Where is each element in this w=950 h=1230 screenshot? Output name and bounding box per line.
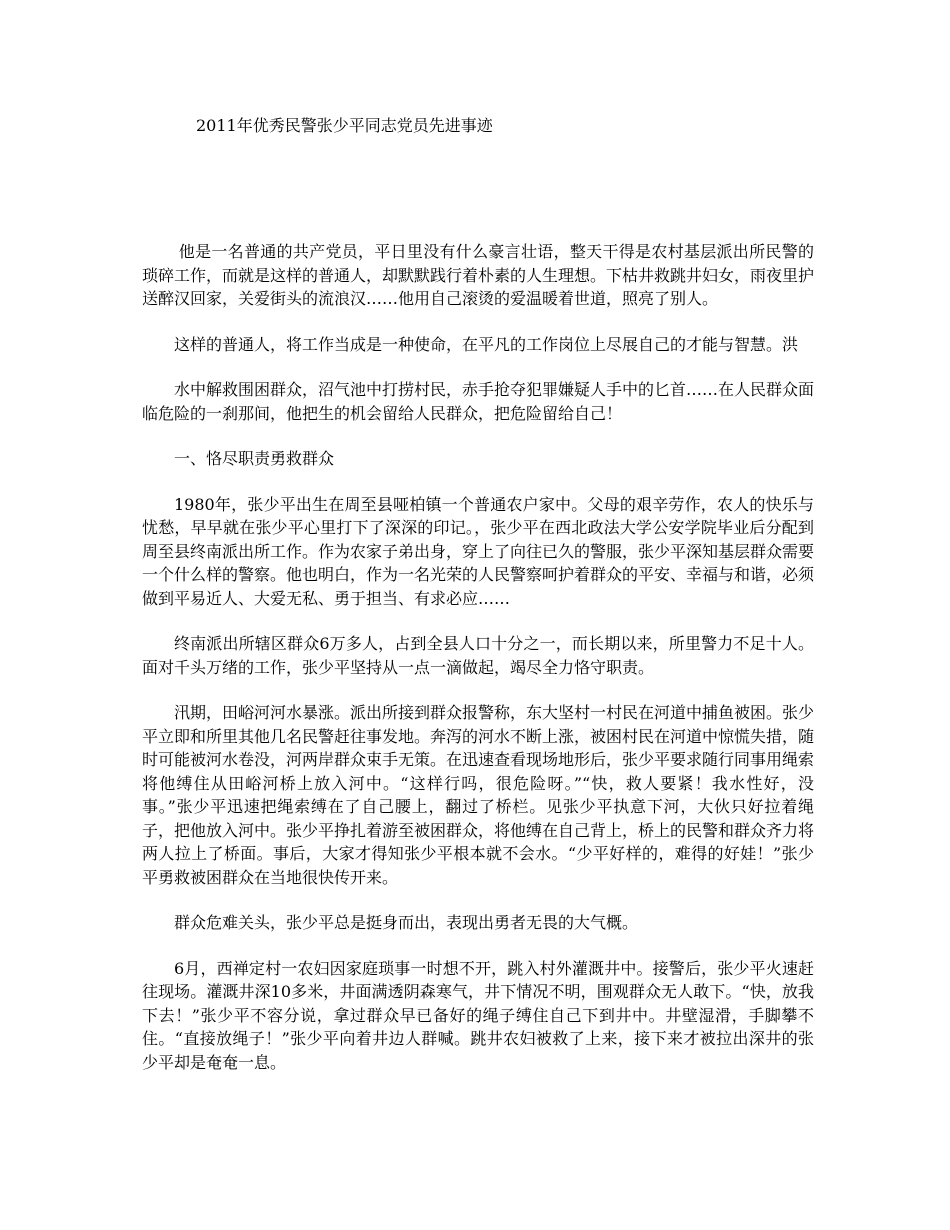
paragraph-zhongnan-station: 终南派出所辖区群众6万多人，占到全县人口十分之一，而长期以来，所里警力不足十人。面对千头万绪的工作，张少平坚持从一点一滴做起，竭尽全力恪守职责。 — [142, 634, 814, 677]
paragraph-mission: 这样的普通人，将工作当成是一种使命，在平凡的工作岗位上尽展自己的才能与智慧。洪 — [174, 334, 799, 354]
paragraph-background: 1980年，张少平出生在周至县哑柏镇一个普通农户家中。父母的艰辛劳作，农人的快乐与忧愁，早早就在张少平心里打下了深深的印记。，张少平在西北政法大学公安学院毕业后分配到周至县终南派出所工作。作为农家子弟出身，穿上了向往已久的警服，张少平深知基层群众需要一个什么样的警察。他也明白，作为一名光荣的人民警察呵护着群众的平安、幸福与和谐，必须做到平易近人、大爱无私、勇于担当、有求必应…… — [142, 494, 815, 608]
section-heading-1: 一、恪尽职责勇救群众 — [174, 449, 335, 468]
paragraph-flood-rescue: 汛期，田峪河河水暴涨。派出所接到群众报警称，东大坚村一村民在河道中捕鱼被困。张少平立即和所里其他几名民警赶往事发地。奔泻的河水不断上涨，被困村民在河道中惊慌失措，随时可能被河水卷没，河两岸群众束手无策。在迅速查看现场地形后，张少平要求随行同事用绳索将他缚住从田峪河桥上放入河中。“这样行吗，很危险呀。”“快，救人要紧！我水性好，没事。”张少平迅速把绳索缚在了自己腰上，翻过了桥栏。见张少平执意下河，大伙只好拉着绳子，把他放入河中。张少平挣扎着游至被困群众，将他缚在自己背上，桥上的民警和群众齐力将两人拉上了桥面。事后，大家才得知张少平根本就不会水。“少平好样的，难得的好娃！”张少平勇救被困群众在当地很快传开来。 — [142, 703, 815, 887]
paragraph-rescues: 水中解救围困群众，沼气池中打捞村民，赤手抢夺犯罪嫌疑人手中的匕首……在人民群众面临危险的一刹那间，他把生的机会留给人民群众，把危险留给自己！ — [142, 380, 815, 423]
paragraph-well-rescue: 6月，西禅定村一农妇因家庭琐事一时想不开，跳入村外灌溉井中。接警后，张少平火速赶往现场。灌溉井深10多米，井面满透阴森寒气，井下情况不明，围观群众无人敢下。“快，放我下去！”张少平不容分说，拿过群众早已备好的绳子缚住自己下到井中。井壁湿滑，手脚攀不住。“直接放绳子！”张少平向着井边人群喊。跳井农妇被救了上来，接下来才被拉出深井的张少平却是奄奄一息。 — [142, 958, 814, 1072]
document-body — [142, 240, 814, 1096]
document-title: 2011年优秀民警张少平同志党员先进事迹 — [196, 116, 493, 135]
paragraph-intro: 他是一名普通的共产党员，平日里没有什么豪言壮语，整天干得是农村基层派出所民警的琐碎工作，而就是这样的普通人，却默默践行着朴素的人生理想。下枯井救跳井妇女，雨夜里护送醉汉回家，关爱街头的流浪汉……他用自己滚烫的爱温暖着世道，照亮了别人。 — [142, 242, 815, 308]
paragraph-courage: 群众危难关头，张少平总是挺身而出，表现出勇者无畏的大气概。 — [174, 913, 639, 932]
